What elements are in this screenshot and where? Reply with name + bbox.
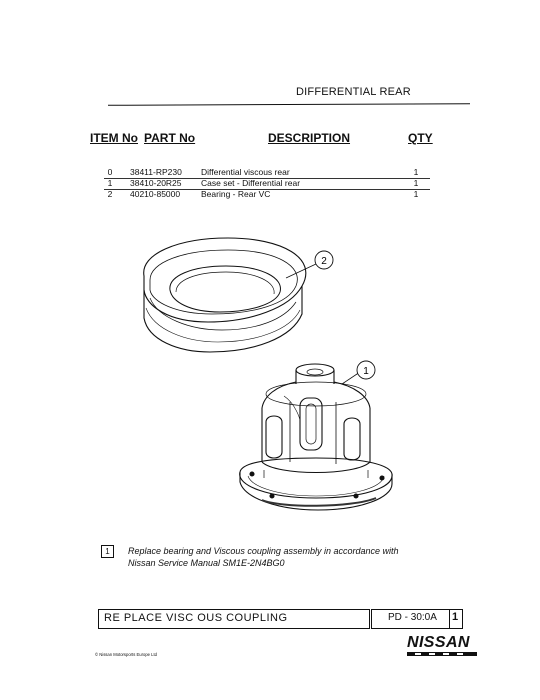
- note-number-box: 1: [101, 545, 114, 558]
- document-title: DIFFERENTIAL REAR: [296, 86, 411, 98]
- callout-leader-2: [286, 264, 316, 278]
- note-text: [128, 545, 428, 569]
- footer-reference: PD - 30:0A: [388, 612, 437, 623]
- row-description: Case set - Differential rear: [201, 178, 301, 188]
- note-line-1: Replace bearing and Viscous coupling assembly in accordance with: [128, 546, 399, 556]
- row-description: Differential viscous rear: [201, 167, 290, 177]
- callout-label-2: 2: [321, 256, 327, 267]
- footer-divider: [449, 609, 450, 629]
- callout-label-1: 1: [363, 366, 369, 377]
- row-part-no: 40210-85000: [130, 189, 181, 199]
- row-item-no: 1: [107, 178, 113, 188]
- callout-leader-1: [342, 372, 360, 384]
- header-item-no: ITEM No: [90, 131, 138, 145]
- header-description: DESCRIPTION: [268, 131, 351, 145]
- page-number: 1: [452, 611, 459, 623]
- row-qty: 1: [413, 167, 419, 177]
- row-part-no: 38410-20R25: [130, 178, 182, 188]
- row-item-no: 0: [107, 167, 113, 177]
- differential-case-drawing: [240, 364, 392, 510]
- row-qty: 1: [413, 189, 419, 199]
- row-description: Bearing - Rear VC: [201, 189, 271, 199]
- copyright-text: © Nissan Motorsports Europe Ltd: [95, 652, 157, 657]
- header-qty: QTY: [408, 131, 433, 145]
- header-part-no: PART No: [144, 131, 196, 145]
- footer-title: RE PLACE VISC OUS COUPLING: [104, 612, 288, 624]
- row-item-no: 2: [107, 189, 113, 199]
- bearing-drawing: [144, 238, 306, 352]
- logo-stripes: [407, 652, 477, 657]
- nissan-logo: NISSAN: [407, 634, 470, 651]
- note-line-2: Nissan Service Manual SM1E-2N4BG0: [128, 558, 285, 568]
- row-part-no: 38411-RP230: [130, 167, 182, 177]
- row-qty: 1: [413, 178, 419, 188]
